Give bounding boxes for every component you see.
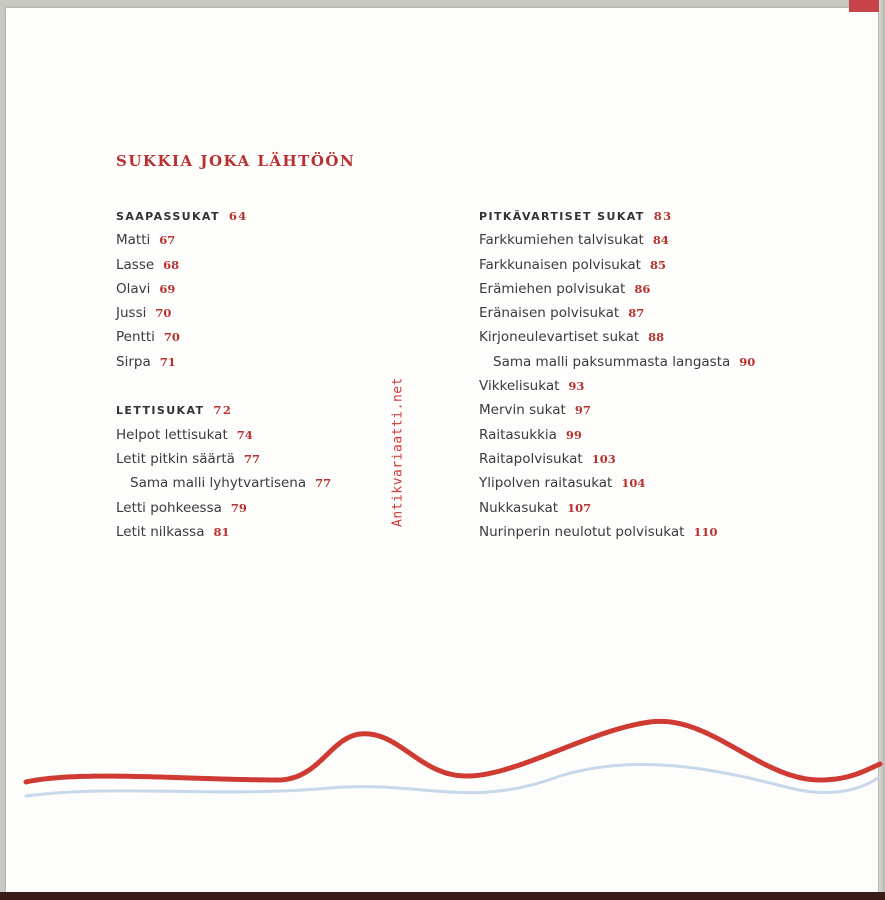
- toc-page-number: 85: [649, 257, 666, 272]
- toc-page-number: 83: [653, 209, 673, 223]
- toc-entry-title: Raitasukkia: [479, 426, 557, 443]
- toc-entry-title: Letit pitkin säärtä: [116, 450, 235, 467]
- toc-entry: [116, 350, 331, 374]
- toc-page-number: 81: [213, 524, 230, 539]
- toc-page-number: 86: [634, 281, 651, 296]
- toc-entry-title: Nukkasukat: [479, 499, 559, 516]
- toc-entry-title: Ylipolven raitasukat: [479, 475, 613, 492]
- toc-entry: [116, 423, 331, 447]
- toc-page-number: 107: [567, 500, 592, 515]
- page-title: SUKKIA JOKA LÄHTÖÖN: [116, 152, 356, 170]
- toc-entry: [479, 277, 755, 301]
- toc-entry-title: PITKÄVARTISET SUKAT: [479, 210, 645, 223]
- toc-entry: [116, 325, 331, 349]
- toc-entry-title: SAAPASSUKAT: [116, 210, 220, 223]
- toc-entry: [116, 277, 331, 301]
- toc-entry-title: Eränaisen polvisukat: [479, 305, 620, 322]
- red-yarn-line: [26, 721, 880, 782]
- toc-entry: [479, 325, 755, 349]
- toc-entry: [479, 350, 755, 374]
- toc-entry-title: Letti pohkeessa: [116, 499, 222, 516]
- toc-entry-title: Farkkunaisen polvisukat: [479, 256, 641, 273]
- toc-entry-title: Sirpa: [116, 353, 151, 370]
- toc-entry: [116, 520, 331, 544]
- toc-entry: [479, 301, 755, 325]
- toc-entry-title: Sama malli lyhytvartisena: [130, 475, 307, 492]
- toc-page-number: 90: [739, 354, 756, 369]
- toc-entry-title: LETTISUKAT: [116, 404, 205, 418]
- toc-page-number: 70: [155, 306, 172, 321]
- toc-entry-title: Jussi: [116, 305, 147, 322]
- toc-entry-title: Farkkumiehen talvisukat: [479, 232, 644, 249]
- toc-page-number: 74: [236, 427, 253, 442]
- toc-entry: [116, 301, 331, 325]
- toc-page-number: 97: [574, 403, 591, 418]
- toc-section-heading: [116, 398, 331, 422]
- toc-entry-title: Vikkelisukat: [479, 378, 560, 395]
- toc-entry: [479, 253, 755, 277]
- toc-entry: [479, 398, 755, 422]
- toc-entry-title: Pentti: [116, 329, 155, 346]
- toc-page-number: 79: [230, 500, 247, 515]
- toc-page-number: 70: [163, 330, 180, 345]
- toc-entry: [116, 496, 331, 520]
- corner-tab: [849, 0, 879, 12]
- toc-entry-title: Lasse: [116, 256, 155, 273]
- toc-entry: [479, 423, 755, 447]
- toc-page-number: 99: [565, 427, 582, 442]
- toc-entry-title: Letit nilkassa: [116, 523, 205, 540]
- toc-page-number: 88: [648, 330, 665, 345]
- toc-entry-title: Kirjoneulevartiset sukat: [479, 329, 640, 346]
- toc-entry: [479, 228, 755, 252]
- watermark: Antikvariaatti.net: [390, 377, 406, 527]
- toc-page-number: 67: [159, 233, 176, 248]
- toc-entry-title: Matti: [116, 232, 151, 249]
- toc-entry: [479, 520, 755, 544]
- toc-entry-title: Erämiehen polvisukat: [479, 280, 626, 297]
- toc-page-number: 71: [159, 354, 176, 369]
- toc-entry-title: Raitapolvisukat: [479, 450, 583, 467]
- toc-page-number: 84: [652, 233, 669, 248]
- yarn-illustration: [0, 700, 885, 820]
- toc-entry: [116, 471, 331, 495]
- page-edge-bottom: [0, 892, 885, 900]
- toc-entry: [479, 496, 755, 520]
- toc-entry-title: Helpot lettisukat: [116, 426, 228, 443]
- toc-page-number: 87: [628, 306, 645, 321]
- toc-page-number: 93: [568, 379, 585, 394]
- toc-page-number: 77: [243, 451, 260, 466]
- toc-left-column: [116, 204, 331, 544]
- toc-entry-title: Mervin sukat: [479, 402, 566, 419]
- toc-entry: [479, 374, 755, 398]
- toc-page-number: 77: [315, 476, 332, 491]
- toc-right-column: [479, 204, 755, 544]
- toc-section-heading: [479, 204, 755, 228]
- toc-entry: [479, 471, 755, 495]
- toc-page-number: 69: [159, 281, 176, 296]
- toc-entry: [116, 447, 331, 471]
- blue-yarn-line: [26, 764, 878, 796]
- toc-entry: [116, 253, 331, 277]
- toc-entry-title: Olavi: [116, 280, 151, 297]
- toc-page-number: 104: [621, 476, 646, 491]
- toc-page-number: 68: [163, 257, 180, 272]
- toc-entry: [479, 447, 755, 471]
- toc-page-number: 64: [228, 209, 248, 223]
- toc-page-number: 103: [591, 451, 616, 466]
- toc-entry-title: Nurinperin neulotut polvisukat: [479, 523, 685, 540]
- toc-entry: [116, 228, 331, 252]
- toc-page-number: 72: [213, 403, 233, 418]
- toc-page-number: 110: [693, 524, 718, 539]
- toc-entry-title: Sama malli paksummasta langasta: [493, 353, 731, 370]
- toc-section-heading: [116, 204, 331, 228]
- toc-spacer: [116, 374, 331, 398]
